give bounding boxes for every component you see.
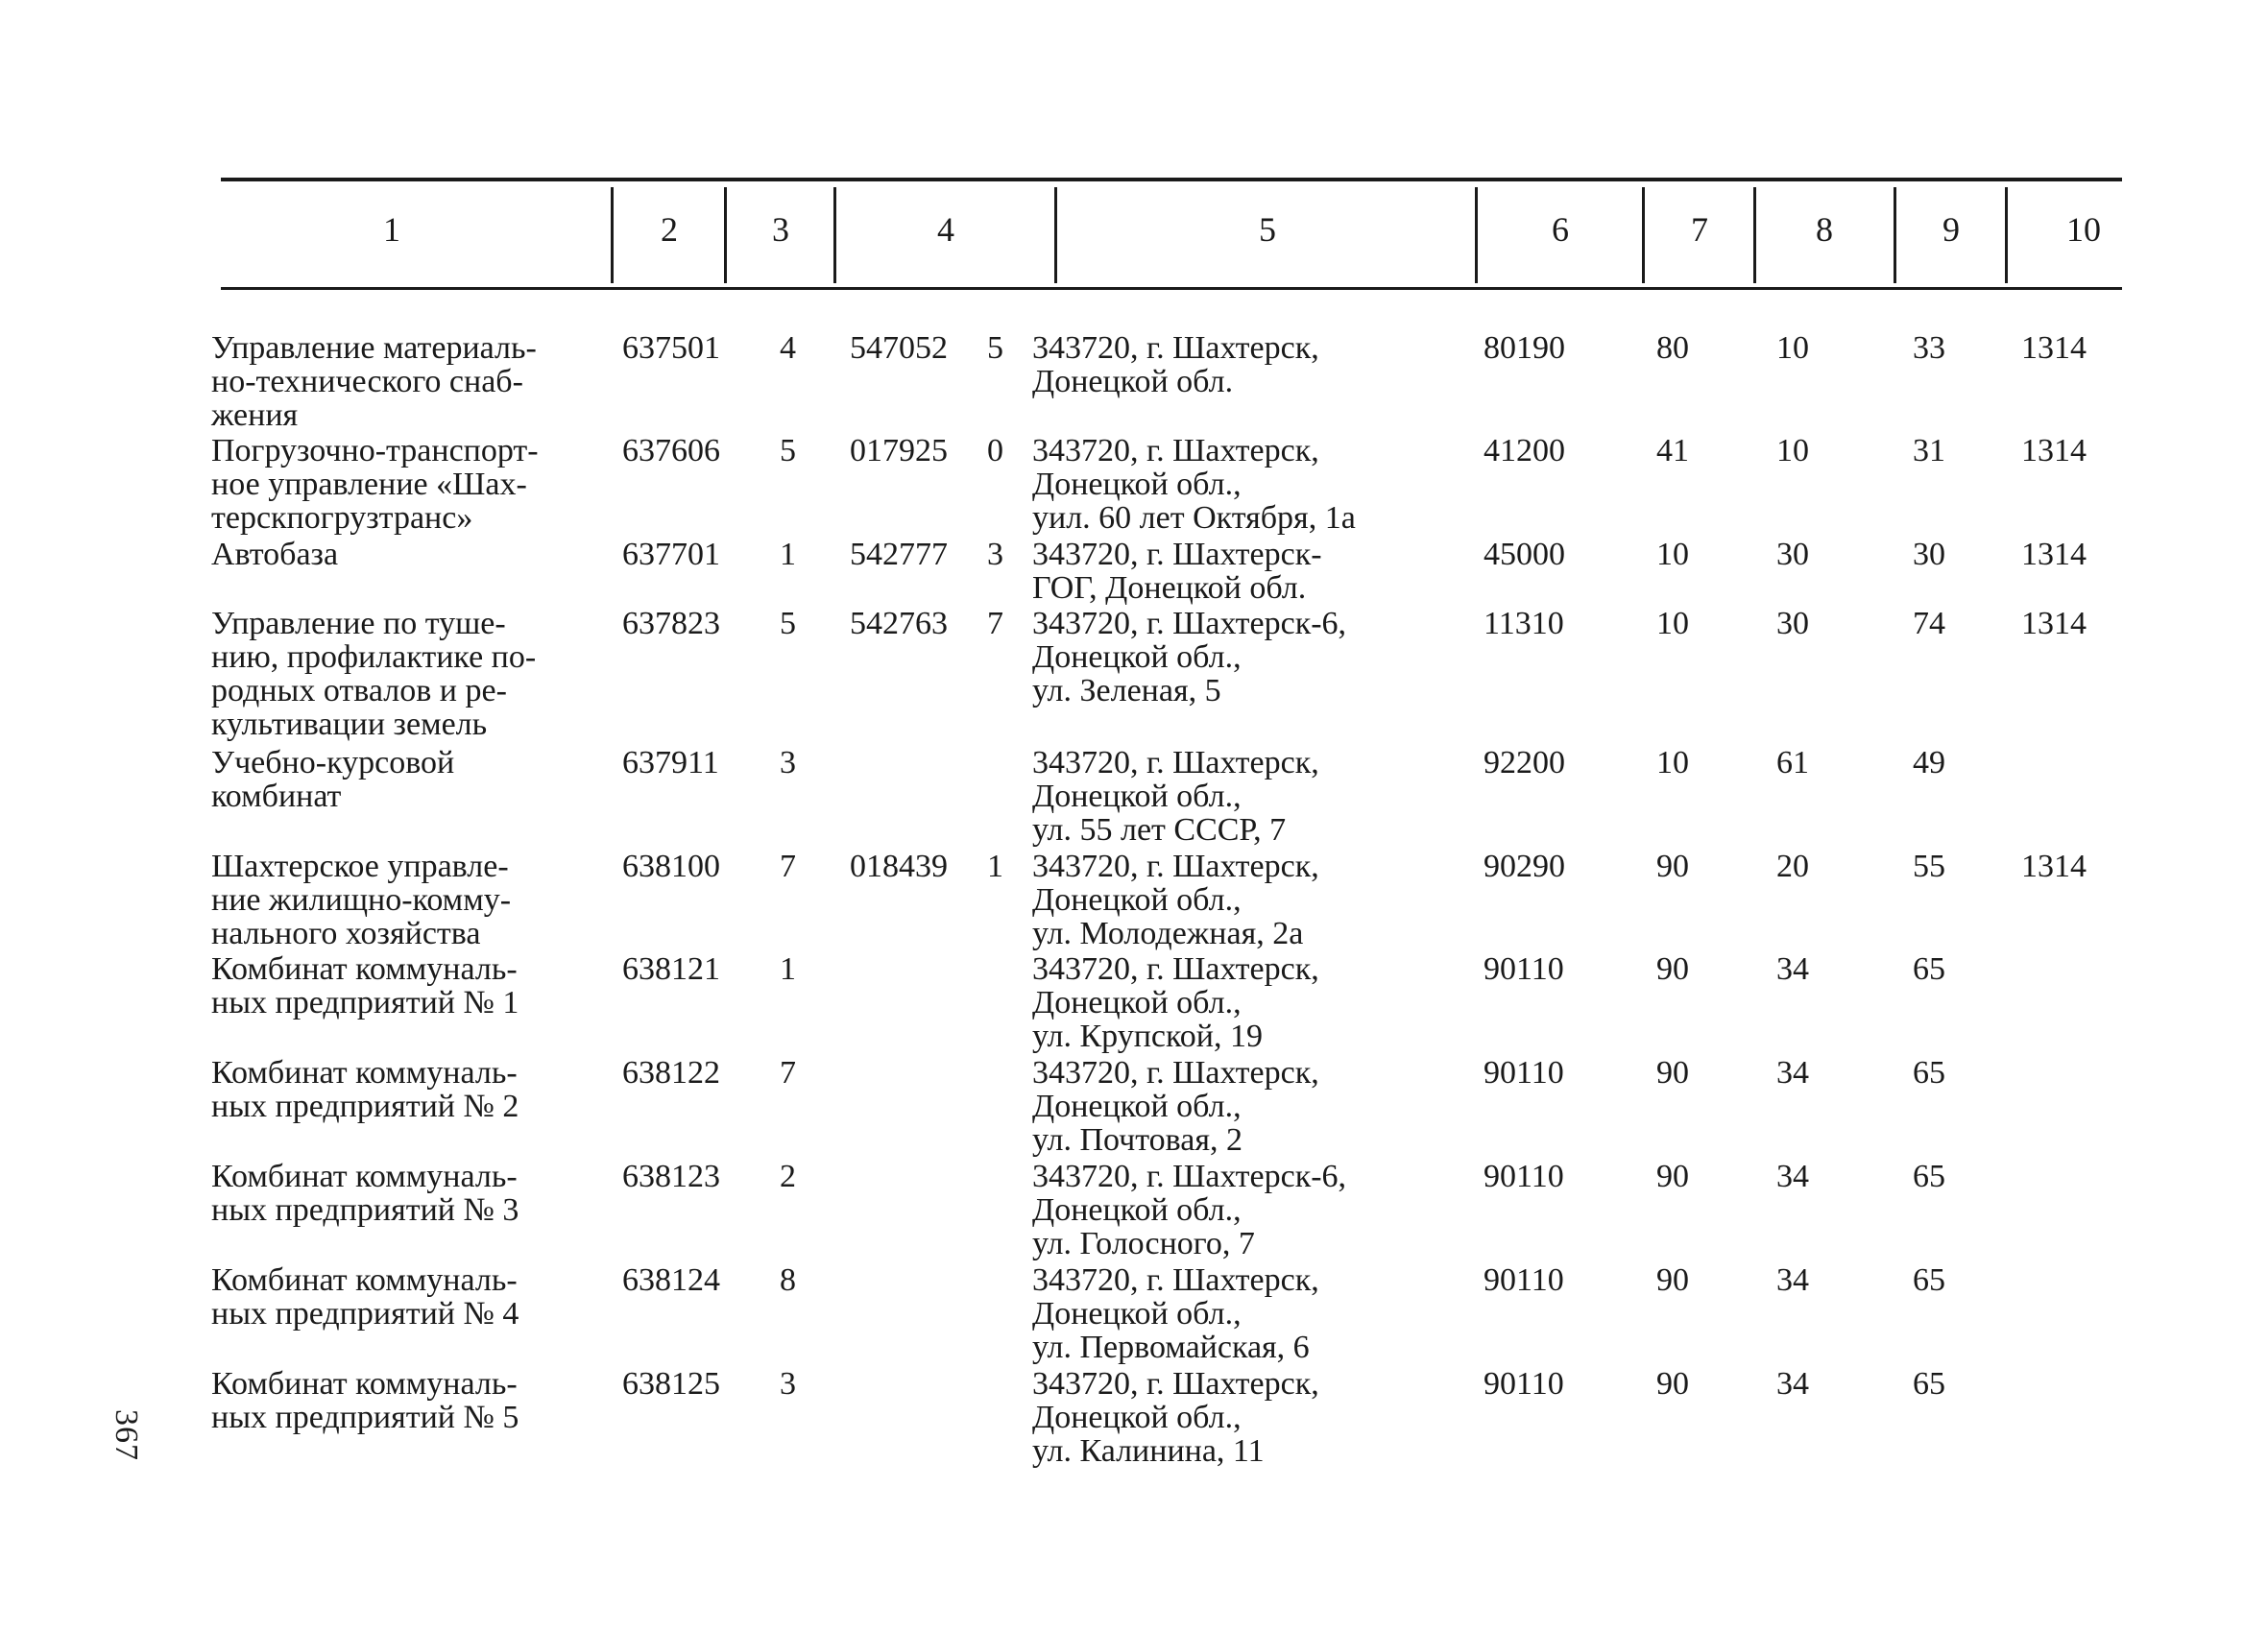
column-header-9: 9 xyxy=(1942,210,1960,249)
address: 343720, г. Шахтерск, Донецкой обл. xyxy=(1032,330,1319,399)
col-6-code: 41200 xyxy=(1484,433,1565,468)
address: 343720, г. Шахтерск, Донецкой обл., ул. Молодежная, 2а xyxy=(1032,849,1319,951)
col-8-code: 34 xyxy=(1776,1159,1809,1194)
col-6-code: 90110 xyxy=(1484,1262,1564,1298)
col-4-check-digit: 0 xyxy=(987,433,1003,468)
col-10-code: 1314 xyxy=(2021,330,2087,366)
col-8-code: 20 xyxy=(1776,849,1809,884)
organization-name: Комбинат коммуналь- ных предприятий № 1 xyxy=(211,951,519,1020)
organization-name: Комбинат коммуналь- ных предприятий № 3 xyxy=(211,1159,519,1228)
address: 343720, г. Шахтерск-6, Донецкой обл., ул. Голосного, 7 xyxy=(1032,1159,1347,1261)
col-8-code: 34 xyxy=(1776,1055,1809,1091)
col-7-code: 90 xyxy=(1656,1055,1689,1091)
col-3-check-digit: 7 xyxy=(780,849,796,884)
col-3-check-digit: 7 xyxy=(780,1055,796,1091)
col-7-code: 80 xyxy=(1656,330,1689,366)
column-header-8: 8 xyxy=(1816,210,1833,249)
column-divider xyxy=(1642,187,1645,283)
column-divider xyxy=(833,187,836,283)
col-6-code: 90290 xyxy=(1484,849,1565,884)
col-9-code: 65 xyxy=(1913,1055,1945,1091)
col-8-code: 10 xyxy=(1776,433,1809,468)
address: 343720, г. Шахтерск, Донецкой обл., ул. Крупской, 19 xyxy=(1032,951,1319,1054)
column-header-1: 1 xyxy=(383,210,400,249)
col-3-check-digit: 1 xyxy=(780,951,796,987)
col-7-code: 90 xyxy=(1656,1262,1689,1298)
col-3-check-digit: 2 xyxy=(780,1159,796,1194)
col-7-code: 10 xyxy=(1656,537,1689,572)
page-number: 367 xyxy=(109,1409,144,1461)
col-4-check-digit: 3 xyxy=(987,537,1003,572)
column-header-7: 7 xyxy=(1691,210,1708,249)
col-7-code: 10 xyxy=(1656,745,1689,780)
col-4-code: 017925 xyxy=(850,433,948,468)
column-header-5: 5 xyxy=(1259,210,1276,249)
col-9-code: 65 xyxy=(1913,951,1945,987)
col-3-check-digit: 3 xyxy=(780,745,796,780)
col-9-code: 65 xyxy=(1913,1262,1945,1298)
column-header-6: 6 xyxy=(1552,210,1569,249)
column-divider xyxy=(1475,187,1478,283)
address: 343720, г. Шахтерск, Донецкой обл., ул. 55 лет СССР, 7 xyxy=(1032,745,1319,848)
organization-name: Комбинат коммуналь- ных предприятий № 5 xyxy=(211,1366,519,1435)
column-header-2: 2 xyxy=(661,210,678,249)
col-8-code: 61 xyxy=(1776,745,1809,780)
col-6-code: 11310 xyxy=(1484,606,1564,641)
col-4-check-digit: 5 xyxy=(987,330,1003,366)
address: 343720, г. Шахтерск, Донецкой обл., уил. 60 лет Октября, 1а xyxy=(1032,433,1356,536)
col-2-code: 638125 xyxy=(622,1366,720,1402)
col-6-code: 90110 xyxy=(1484,1055,1564,1091)
column-header-4: 4 xyxy=(937,210,954,249)
col-7-code: 90 xyxy=(1656,1366,1689,1402)
col-4-check-digit: 1 xyxy=(987,849,1003,884)
col-6-code: 90110 xyxy=(1484,951,1564,987)
organization-name: Комбинат коммуналь- ных предприятий № 2 xyxy=(211,1055,519,1124)
col-8-code: 30 xyxy=(1776,537,1809,572)
col-2-code: 637606 xyxy=(622,433,720,468)
col-8-code: 30 xyxy=(1776,606,1809,641)
col-4-code: 542763 xyxy=(850,606,948,641)
col-3-check-digit: 3 xyxy=(780,1366,796,1402)
col-9-code: 74 xyxy=(1913,606,1945,641)
col-9-code: 30 xyxy=(1913,537,1945,572)
col-6-code: 90110 xyxy=(1484,1159,1564,1194)
column-divider xyxy=(1753,187,1756,283)
col-8-code: 34 xyxy=(1776,1262,1809,1298)
col-6-code: 92200 xyxy=(1484,745,1565,780)
column-divider xyxy=(2005,187,2008,283)
col-2-code: 638122 xyxy=(622,1055,720,1091)
col-9-code: 33 xyxy=(1913,330,1945,366)
col-10-code: 1314 xyxy=(2021,537,2087,572)
column-divider xyxy=(1054,187,1057,283)
address: 343720, г. Шахтерск-6, Донецкой обл., ул. Зеленая, 5 xyxy=(1032,606,1347,708)
col-7-code: 10 xyxy=(1656,606,1689,641)
col-9-code: 55 xyxy=(1913,849,1945,884)
organization-name: Комбинат коммуналь- ных предприятий № 4 xyxy=(211,1262,519,1332)
table-header-rule xyxy=(221,287,2122,290)
address: 343720, г. Шахтерск, Донецкой обл., ул. Калинина, 11 xyxy=(1032,1366,1319,1469)
col-9-code: 31 xyxy=(1913,433,1945,468)
col-6-code: 45000 xyxy=(1484,537,1565,572)
address: 343720, г. Шахтерск, Донецкой обл., ул. Первомайская, 6 xyxy=(1032,1262,1319,1365)
column-divider xyxy=(611,187,614,283)
col-3-check-digit: 5 xyxy=(780,606,796,641)
col-7-code: 90 xyxy=(1656,1159,1689,1194)
col-2-code: 638123 xyxy=(622,1159,720,1194)
col-9-code: 65 xyxy=(1913,1159,1945,1194)
address: 343720, г. Шахтерск- ГОГ, Донецкой обл. xyxy=(1032,537,1322,606)
col-8-code: 10 xyxy=(1776,330,1809,366)
col-2-code: 638100 xyxy=(622,849,720,884)
address: 343720, г. Шахтерск, Донецкой обл., ул. Почтовая, 2 xyxy=(1032,1055,1319,1158)
organization-name: Управление по туше- нию, профилактике по- родных отвалов и ре- культивации земель xyxy=(211,606,537,742)
col-4-code: 542777 xyxy=(850,537,948,572)
col-6-code: 90110 xyxy=(1484,1366,1564,1402)
organization-name: Управление материаль- но-технического снаб- жения xyxy=(211,330,537,433)
col-2-code: 637823 xyxy=(622,606,720,641)
col-7-code: 41 xyxy=(1656,433,1689,468)
col-4-code: 018439 xyxy=(850,849,948,884)
col-8-code: 34 xyxy=(1776,951,1809,987)
col-10-code: 1314 xyxy=(2021,606,2087,641)
col-3-check-digit: 4 xyxy=(780,330,796,366)
organization-name: Погрузочно-транспорт- ное управление «Шах- терскпогрузтранс» xyxy=(211,433,539,536)
col-8-code: 34 xyxy=(1776,1366,1809,1402)
column-header-3: 3 xyxy=(772,210,789,249)
column-divider xyxy=(724,187,727,283)
col-3-check-digit: 5 xyxy=(780,433,796,468)
col-2-code: 637501 xyxy=(622,330,720,366)
col-7-code: 90 xyxy=(1656,849,1689,884)
organization-name: Автобаза xyxy=(211,537,339,572)
col-7-code: 90 xyxy=(1656,951,1689,987)
col-2-code: 638121 xyxy=(622,951,720,987)
organization-name: Шахтерское управле- ние жилищно-комму- нального хозяйства xyxy=(211,849,512,951)
col-3-check-digit: 8 xyxy=(780,1262,796,1298)
col-6-code: 80190 xyxy=(1484,330,1565,366)
column-header-10: 10 xyxy=(2066,210,2101,249)
organization-name: Учебно-курсовой комбинат xyxy=(211,745,455,814)
col-2-code: 637911 xyxy=(622,745,719,780)
col-10-code: 1314 xyxy=(2021,433,2087,468)
col-3-check-digit: 1 xyxy=(780,537,796,572)
col-4-code: 547052 xyxy=(850,330,948,366)
col-2-code: 637701 xyxy=(622,537,720,572)
col-9-code: 65 xyxy=(1913,1366,1945,1402)
col-2-code: 638124 xyxy=(622,1262,720,1298)
column-divider xyxy=(1894,187,1896,283)
col-4-check-digit: 7 xyxy=(987,606,1003,641)
col-9-code: 49 xyxy=(1913,745,1945,780)
table-top-rule xyxy=(221,178,2122,181)
col-10-code: 1314 xyxy=(2021,849,2087,884)
